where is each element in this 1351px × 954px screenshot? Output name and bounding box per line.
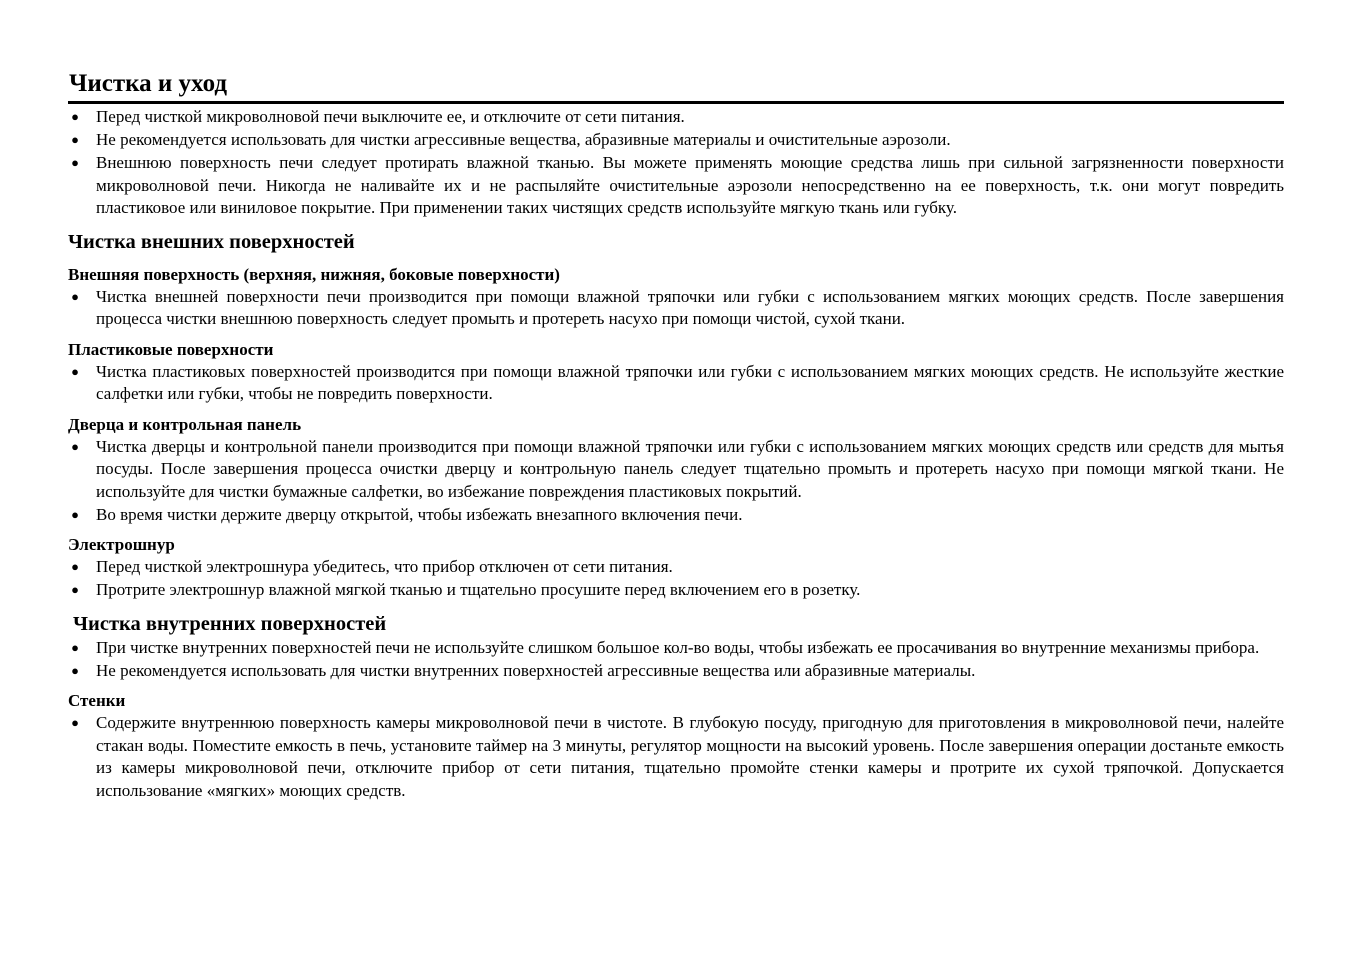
list-item [68, 504, 1284, 527]
section-heading-exterior: Чистка внешних поверхностей [68, 230, 355, 253]
list-item [68, 556, 1284, 579]
page-title: Чистка и уход [69, 70, 228, 97]
subsection-heading-cord: Электрошнур [68, 535, 175, 554]
list-item [68, 579, 1284, 602]
list-item-text: Протрите электрошнур влажной мягкой тканью и тщательно просушите перед включением его в розетку. [96, 580, 861, 599]
subsection-heading-plastic: Пластиковые поверхности [68, 339, 274, 359]
subsection-heading-outer-surface: Внешняя поверхность (верхняя, нижняя, боковые поверхности) [68, 264, 560, 284]
bullet-icon: ● [71, 438, 79, 454]
bullet-icon: ● [71, 109, 79, 124]
section-heading-interior: Чистка внутренних поверхностей [73, 612, 387, 635]
list-item [68, 286, 1284, 331]
list-item-text: При чистке внутренних поверхностей печи не используйте слишком большое кол-во воды, чтобы избежать ее просачивания во внутренние механизмы прибора. [96, 637, 1260, 657]
bullet-icon: ● [71, 506, 79, 522]
plastic-list [68, 361, 1284, 406]
bullet-icon: ● [71, 288, 79, 304]
list-item-text: Чистка внешней поверхности печи производится при помощи влажной тряпочки или губки с использованием мягких моющих средств. После завершения процесса чистки внешнюю поверхность следует промыть и протереть насухо при помощи чистой, сухой ткани. [96, 286, 1284, 328]
list-item-text: Чистка пластиковых поверхностей производится при помощи влажной тряпочки или губки с использованием мягких моющих средств. Не используйте жесткие салфетки или губки, чтобы не повредить поверхности. [96, 361, 1284, 403]
list-item [68, 152, 1284, 220]
list-item-text: Перед чисткой электрошнура убедитесь, что прибор отключен от сети питания. [96, 557, 673, 576]
list-item-text: Во время чистки держите дверцу открытой, чтобы избежать внезапного включения печи. [96, 504, 743, 524]
bullet-icon: ● [71, 582, 79, 597]
walls-list [68, 712, 1284, 802]
list-item [68, 129, 1284, 152]
list-item-text: Внешнюю поверхность печи следует протирать влажной тканью. Вы можете применять моющие средства лишь при сильной загрязненности поверхности микроволновой печи. Никогда не наливайте их и не распыляйте очистительные аэрозоли непосредственно на ее поверхность, т.к. они могут повредить пластиковое или виниловое покрытие. При применении таких чистящих средств используйте мягкую ткань или губку. [96, 153, 1284, 217]
list-item-text: Чистка дверцы и контрольной панели производится при помощи влажной тряпочки или губки с использованием мягких моющих средств или средств для мытья посуды. После завершения процесса очистки дверцу и контрольную панель следует тщательно промыть и протереть насухо при помощи мягкой ткани. Не используйте для чистки бумажные салфетки, во избежание повреждения пластиковых покрытий. [96, 436, 1284, 501]
bullet-icon: ● [71, 715, 79, 730]
bullet-icon: ● [71, 559, 79, 574]
intro-list [68, 106, 1284, 220]
bullet-icon: ● [71, 662, 79, 678]
list-item [68, 637, 1284, 660]
list-item [68, 436, 1284, 504]
list-item-text: Содержите внутреннюю поверхность камеры микроволновой печи в чистоте. В глубокую посуду, пригодную для приготовления в микроволновой печи, налейте стакан воды. Поместите емкость в печь, установите таймер на 3 минуты, регулятор мощности на высокий уровень. После завершения операции достаньте емкость из камеры микроволновой печи, отключите прибор от сети питания, тщательно промойте стенки камеры и протрите их сухой тряпочкой. Допускается использование «мягких» моющих средств. [96, 713, 1284, 800]
list-item [68, 660, 1284, 683]
title-rule [68, 101, 1284, 104]
list-item [68, 712, 1284, 802]
bullet-icon: ● [71, 363, 79, 379]
list-item [68, 106, 1284, 129]
list-item [68, 361, 1284, 406]
subsection-heading-door: Дверца и контрольная панель [68, 414, 302, 434]
cord-list [68, 556, 1284, 602]
list-item-text: Не рекомендуется использовать для чистки внутренних поверхностей агрессивные вещества или абразивные материалы. [96, 660, 976, 680]
bullet-icon: ● [71, 132, 79, 147]
interior-list [68, 637, 1284, 683]
document-page [68, 68, 1284, 803]
bullet-icon: ● [71, 639, 79, 655]
bullet-icon: ● [71, 155, 79, 170]
outer-surface-list [68, 286, 1284, 331]
subsection-heading-walls: Стенки [68, 691, 126, 710]
door-list [68, 436, 1284, 527]
list-item-text: Не рекомендуется использовать для чистки агрессивные вещества, абразивные материалы и очистительные аэрозоли. [96, 130, 951, 149]
list-item-text: Перед чисткой микроволновой печи выключите ее, и отключите от сети питания. [96, 107, 685, 126]
